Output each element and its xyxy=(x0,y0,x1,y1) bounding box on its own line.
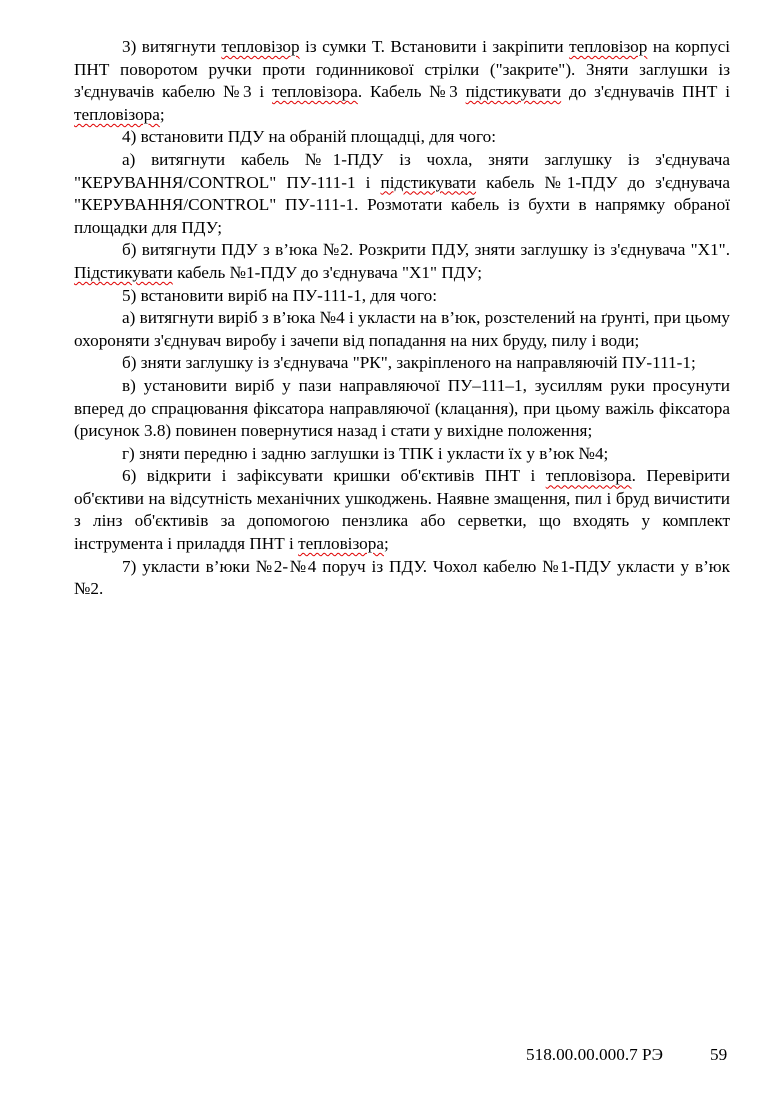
text-run: . Перевірити об'єктиви на відсутність механічних ушкоджень. Наявне змащення, пил і бруд вичистити з лінз об'єктивів за допомогою пензлика або серветки, що входять у комплект інструмента і приладдя ПНТ і xyxy=(74,466,730,554)
text-run: б) витягнути ПДУ з в’юка №2. Розкрити ПДУ, зняти заглушку із з'єднувача "Х1". xyxy=(122,240,730,260)
paragraph-step-5a xyxy=(74,307,730,352)
text-run: на корпусі ПНТ поворотом ручки проти годинникової стрілки ("закрите"). Зняти заглушки із з'єднувачів кабелю №3 і xyxy=(74,37,731,102)
document-code: 518.00.00.000.7 РЭ xyxy=(526,1045,663,1064)
paragraph-step-5d xyxy=(74,443,730,466)
text-run: 7) укласти в’юки №2-№4 поруч із ПДУ. Чохол кабелю №1-ПДУ укласти у в’юк №2. xyxy=(74,556,730,599)
text-run: а) витягнути виріб з в’юка №4 і укласти на в’юк, розстелений на ґрунті, при цьому охороняти з'єднувач виробу і зачепи від попадання на них бруду, пилу і води; xyxy=(74,308,730,350)
paragraph-step-7 xyxy=(74,556,730,601)
spellcheck-flagged-word: тепловізора xyxy=(272,82,358,102)
paragraph-step-5 xyxy=(74,285,730,308)
spellcheck-flagged-word: тепловізора xyxy=(545,466,632,486)
text-run: 6) відкрити і зафіксувати кришки об'єктивів ПНТ і xyxy=(122,466,546,486)
spellcheck-flagged-word: підстикувати xyxy=(380,172,477,192)
paragraph-step-6 xyxy=(74,465,730,555)
paragraph-step-5c xyxy=(74,375,730,443)
text-run: 3) витягнути xyxy=(122,37,222,56)
text-run: 4) встановити ПДУ на обраній площадці, для чого: xyxy=(122,127,496,147)
paragraph-step-5b xyxy=(74,352,730,375)
text-run: в) установити виріб у пази направляючої ПУ–111–1, зусиллям руки просунути вперед до спрацювання фіксатора направляючої (клацання), при цьому важіль фіксатора (рисунок 3.8) повинен повернутися назад і стати у вихідне положення; xyxy=(74,375,730,441)
text-run: а) витягнути кабель №1-ПДУ із чохла, зняти заглушку із з'єднувача "КЕРУВАННЯ/CONTROL" ПУ-111-1 і xyxy=(74,149,730,192)
paragraph-step-4 xyxy=(74,126,730,149)
spellcheck-flagged-word: підстикувати xyxy=(465,82,562,102)
text-run: до з'єднувачів ПНТ і xyxy=(561,82,731,102)
spellcheck-flagged-word: Підстикувати xyxy=(74,262,173,282)
spellcheck-flagged-word: тепловізора xyxy=(74,104,160,124)
text-run: кабель №1-ПДУ до з'єднувача "Х1" ПДУ; xyxy=(172,262,482,282)
paragraph-step-3 xyxy=(74,36,730,126)
text-run: із сумки Т. Встановити і закріпити xyxy=(299,37,570,56)
spellcheck-flagged-word: тепловізор xyxy=(569,37,648,56)
text-run: кабель №1-ПДУ до з'єднувача "КЕРУВАННЯ/CONTROL" ПУ-111-1. Розмотати кабель із бухти в напрямку обраної площадки для ПДУ; xyxy=(74,172,730,237)
spellcheck-flagged-word: тепловізора xyxy=(298,534,384,554)
text-run: ; xyxy=(383,534,389,554)
paragraph-step-4b xyxy=(74,239,730,284)
document-page xyxy=(74,36,730,601)
text-run: б) зняти заглушку із з'єднувача "РК", закріпленого на направляючій ПУ-111-1; xyxy=(122,353,696,373)
page-number: 59 xyxy=(710,1045,728,1064)
text-run: ; xyxy=(159,104,165,124)
text-run: 5) встановити виріб на ПУ-111-1, для чого: xyxy=(122,285,438,305)
text-run: г) зняти передню і задню заглушки із ТПК і укласти їх у в’юк №4; xyxy=(122,443,609,463)
spellcheck-flagged-word: тепловізор xyxy=(221,37,300,56)
paragraph-step-4a xyxy=(74,149,730,239)
text-run: . Кабель №3 xyxy=(357,82,466,102)
